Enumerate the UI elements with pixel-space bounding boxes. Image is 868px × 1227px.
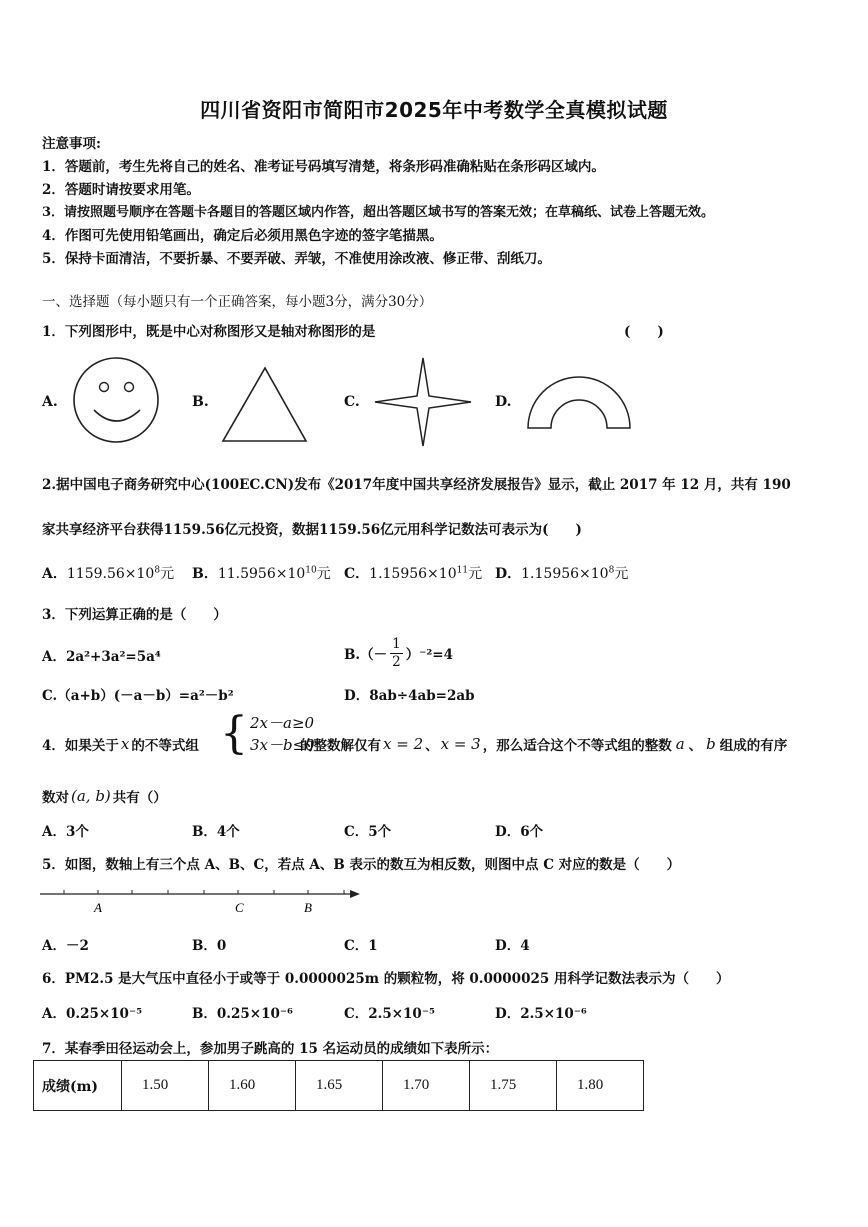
q5-option-d: D．4 [495,938,530,954]
q5-option-c: C．1 [344,938,378,954]
section-heading: 一、选择题（每小题只有一个正确答案，每小题3分，满分30分） [42,294,433,310]
q7-results-table [33,1060,644,1111]
q5-option-b: B．0 [192,938,227,954]
number-line-figure [40,884,364,918]
q5-stem: 5．如图，数轴上有三个点 A、B、C，若点 A、B 表示的数互为相反数，则图中点 C 对应的数是（ ） [42,857,681,873]
q3-option-c: C.（a+b）(－a－b）=a²－b² [42,688,234,704]
point-label-a: A [94,900,102,915]
q3-stem: 3．下列运算正确的是（ ） [42,607,227,623]
q6-option-a: A．0.25×10⁻⁵ [42,1006,142,1022]
q4-option-b: B．4个 [192,824,240,840]
semicircle-arch-icon [524,370,634,430]
q2-option-a: A．$1159.56\times 10^8$元 [42,565,175,582]
table-cell: 1.60 [209,1061,296,1111]
notice-item: 5．保持卡面清洁，不要折暴、不要弄破、弄皱，不准使用涂改液、修正带、刮纸刀。 [42,251,551,267]
triangle-icon [220,364,310,444]
q3-option-d: D．8ab÷4ab=2ab [344,688,475,704]
q1-answer-paren: ( ) [624,324,664,340]
q5-option-a: A．－2 [42,938,89,954]
table-cell: 1.50 [122,1061,209,1111]
notice-item: 3．请按照题号顺序在答题卡各题目的答题区域内作答，超出答题区域书写的答案无效；在草稿纸、试卷上答题无效。 [42,205,715,220]
q4-option-d: D．6个 [495,824,544,840]
q2-option-b: B．$11.5956\times 10^{10}$元 [192,565,331,582]
q6-stem: 6．PM2.5 是大气压中直径小于或等于 0.0000025m 的颗粒物，将 0.0000025 用科学记数法表示为（ ） [42,971,730,987]
q1-option-c-label: C. [344,394,360,410]
q4-stem-line1: 4．如果关于 x 的不等式组 [42,735,199,754]
q4-option-a: A．3个 [42,824,89,840]
q6-option-c: C．2.5×10⁻⁵ [344,1006,435,1022]
q4-inequality-system: { 2x－a≥0 3x－b≤0 [220,708,315,759]
q6-option-b: B．0.25×10⁻⁶ [192,1006,293,1022]
table-cell: 1.75 [470,1061,557,1111]
table-cell: 1.70 [383,1061,470,1111]
q1-option-d-label: D. [495,394,512,410]
table-cell: 1.80 [557,1061,644,1111]
notice-item: 4．作图可先使用铅笔画出，确定后必须用黑色字迹的签字笔描黑。 [42,228,443,244]
page-title: 四川省资阳市简阳市2025年中考数学全真模拟试题 [200,98,668,122]
q1-option-a-label: A. [42,394,58,410]
table-cell: 1.65 [296,1061,383,1111]
q1-stem: 1．下列图形中，既是中心对称图形又是轴对称图形的是 [42,324,376,340]
q7-stem: 7．某春季田径运动会上，参加男子跳高的 15 名运动员的成绩如下表所示： [42,1041,499,1057]
q4-stem-line2: 数对 (a, b) 共有（） [42,787,167,806]
smiley-face-icon [70,356,162,444]
table-row [34,1061,644,1111]
point-label-c: C [235,900,244,915]
point-label-b: B [304,900,312,915]
q2-option-c: C．$1.15956\times 10^{11}$元 [344,565,483,582]
four-point-star-icon [372,356,474,448]
notice-item: 1．答题前，考生先将自己的姓名、准考证号码填写清楚，将条形码准确粘贴在条形码区域内。 [42,159,605,175]
q2-stem-line2: 家共享经济平台获得1159.56亿元投资，数据1159.56亿元用科学记数法可表示为( ) [42,522,582,538]
q3-option-a: A．2a²+3a²=5a⁴ [42,649,161,665]
notice-item: 2．答题时请按要求用笔。 [42,182,200,198]
q4-option-c: C．5个 [344,824,392,840]
q4-stem-line1-rest: 的整数解仅有 x = 2 、 x = 3 ，那么适合这个不等式组的整数 a 、 b 组成的有序 [300,735,788,754]
q6-option-d: D．2.5×10⁻⁶ [495,1006,587,1022]
q2-option-d: D．$1.15956\times 10^8$元 [495,565,629,582]
q1-option-b-label: B. [192,394,209,410]
table-header-cell: 成绩(m) [34,1061,122,1111]
q2-stem-line1: 2.据中国电子商务研究中心(100EC.CN)发布《2017年度中国共享经济发展报告》显示，截止 2017 年 12 月，共有 190 [42,477,791,493]
q3-option-b: B.（－ 1 2 ）⁻²=4 [344,635,453,670]
notice-heading: 注意事项: [42,136,101,152]
